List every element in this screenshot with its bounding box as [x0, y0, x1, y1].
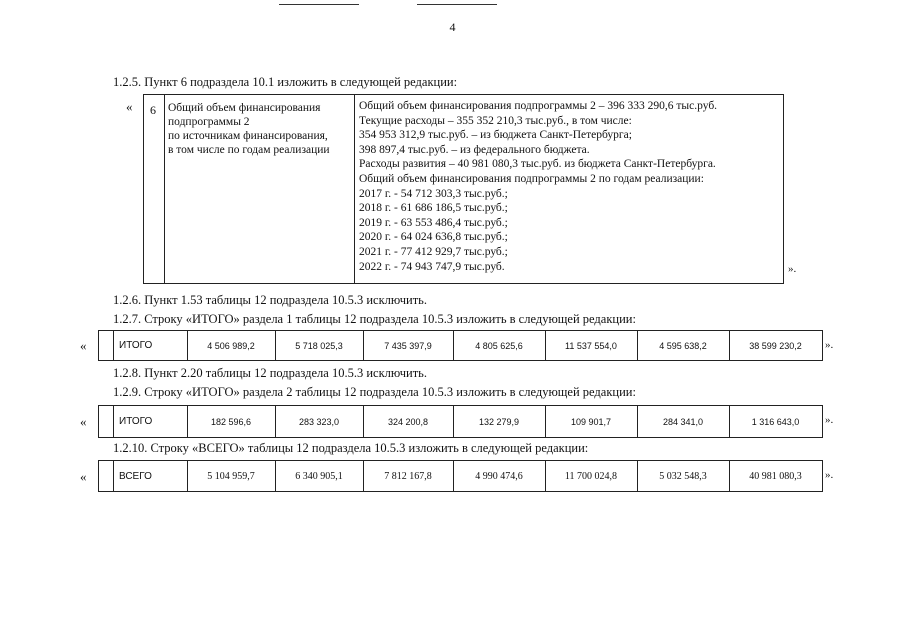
- content-line: Текущие расходы – 355 352 210,3 тыс.руб., в том числе:: [359, 114, 632, 127]
- row-label: ИТОГО: [119, 340, 153, 351]
- header-rule-left: [279, 4, 359, 5]
- table-cell: 182 596,6: [210, 416, 252, 427]
- table-cell: 132 279,9: [478, 416, 520, 427]
- content-line: 2021 г. - 77 412 929,7 тыс.руб.;: [359, 245, 508, 258]
- funding-table: [143, 94, 784, 284]
- desc-line: по источникам финансирования,: [168, 130, 328, 142]
- paragraph-1-2-8: 1.2.8. Пункт 2.20 таблицы 12 подраздела 10.5.3 исключить.: [113, 366, 428, 380]
- row2-open-quote: «: [80, 414, 87, 429]
- table-cell: 4 595 638,2: [659, 340, 707, 351]
- table-cell: 40 981 080,3: [749, 470, 802, 482]
- table-cell: 283 323,0: [298, 416, 340, 427]
- header-rule-right: [417, 4, 497, 5]
- table-cell: 7 435 397,9: [384, 340, 432, 351]
- content-line: Общий объем финансирования подпрограммы 2 по годам реализации:: [359, 172, 704, 185]
- table-cell: 6 340 905,1: [295, 470, 343, 482]
- paragraph-1-2-10: 1.2.10. Строку «ВСЕГО» таблицы 12 подраздела 10.5.3 изложить в следующей редакции:: [113, 441, 589, 455]
- table-cell: 38 599 230,2: [749, 340, 802, 351]
- content-line: 2020 г. - 64 024 636,8 тыс.руб.;: [359, 231, 508, 244]
- row1-open-quote: «: [80, 338, 87, 353]
- vsego-row: [98, 460, 823, 492]
- table-cell: 4 506 989,2: [207, 340, 255, 351]
- itogo-row-section-2: [98, 405, 823, 438]
- row3-open-quote: «: [80, 469, 87, 484]
- row-label: ВСЕГО: [119, 470, 152, 482]
- table-cell: 5 104 959,7: [207, 470, 255, 482]
- table6-open-quote: «: [126, 99, 133, 114]
- paragraph-1-2-7: 1.2.7. Строку «ИТОГО» раздела 1 таблицы 12 подраздела 10.5.3 изложить в следующей редакции:: [113, 312, 636, 326]
- page-number: 4: [449, 20, 456, 34]
- table-cell: 11 537 554,0: [565, 340, 617, 351]
- desc-line: подпрограммы 2: [168, 116, 250, 128]
- table6-description: [168, 101, 330, 157]
- content-line: 354 953 312,9 тыс.руб. – из бюджета Санкт-Петербурга;: [359, 129, 632, 142]
- row1-close-quote: ».: [825, 339, 834, 351]
- content-line: 2022 г. - 74 943 747,9 тыс.руб.: [359, 260, 505, 273]
- row2-close-quote: ».: [825, 414, 834, 426]
- table-cell: 4 990 474,6: [475, 470, 523, 482]
- table-cell: 11 700 024,8: [564, 470, 618, 482]
- table-cell: 4 805 625,6: [475, 340, 523, 351]
- content-line: 2019 г. - 63 553 486,4 тыс.руб.;: [359, 216, 508, 229]
- table6-content: [359, 99, 717, 274]
- table-cell: 5 718 025,3: [295, 340, 343, 351]
- content-line: Расходы развития – 40 981 080,3 тыс.руб. из бюджета Санкт-Петербурга.: [359, 158, 716, 171]
- table-cell: 1 316 643,0: [751, 416, 800, 427]
- table-cell: 7 812 167,8: [384, 470, 432, 482]
- content-line: 398 897,4 тыс.руб. – из федерального бюджета.: [359, 143, 590, 156]
- table-cell: 109 901,7: [570, 416, 612, 427]
- table-cell: 5 032 548,3: [659, 470, 707, 482]
- paragraph-1-2-5: 1.2.5. Пункт 6 подраздела 10.1 изложить в следующей редакции:: [113, 75, 458, 89]
- table6-close-quote: ».: [788, 263, 797, 275]
- desc-line: в том числе по годам реализации: [168, 144, 330, 156]
- table-cell: 324 200,8: [387, 416, 429, 427]
- content-line: 2017 г. - 54 712 303,3 тыс.руб.;: [359, 187, 508, 200]
- paragraph-1-2-6: 1.2.6. Пункт 1.53 таблицы 12 подраздела 10.5.3 исключить.: [113, 293, 428, 307]
- content-line: Общий объем финансирования подпрограммы 2 – 396 333 290,6 тыс.руб.: [359, 100, 718, 112]
- paragraph-1-2-9: 1.2.9. Строку «ИТОГО» раздела 2 таблицы 12 подраздела 10.5.3 изложить в следующей редакции:: [113, 385, 636, 399]
- row-label: ИТОГО: [119, 416, 153, 427]
- table-cell: 284 341,0: [662, 416, 704, 427]
- row3-close-quote: ».: [825, 469, 834, 481]
- table6-number: 6: [150, 103, 156, 117]
- itogo-row-section-1: [98, 330, 823, 361]
- desc-line: Общий объем финансирования: [168, 102, 321, 114]
- content-line: 2018 г. - 61 686 186,5 тыс.руб.;: [359, 202, 508, 215]
